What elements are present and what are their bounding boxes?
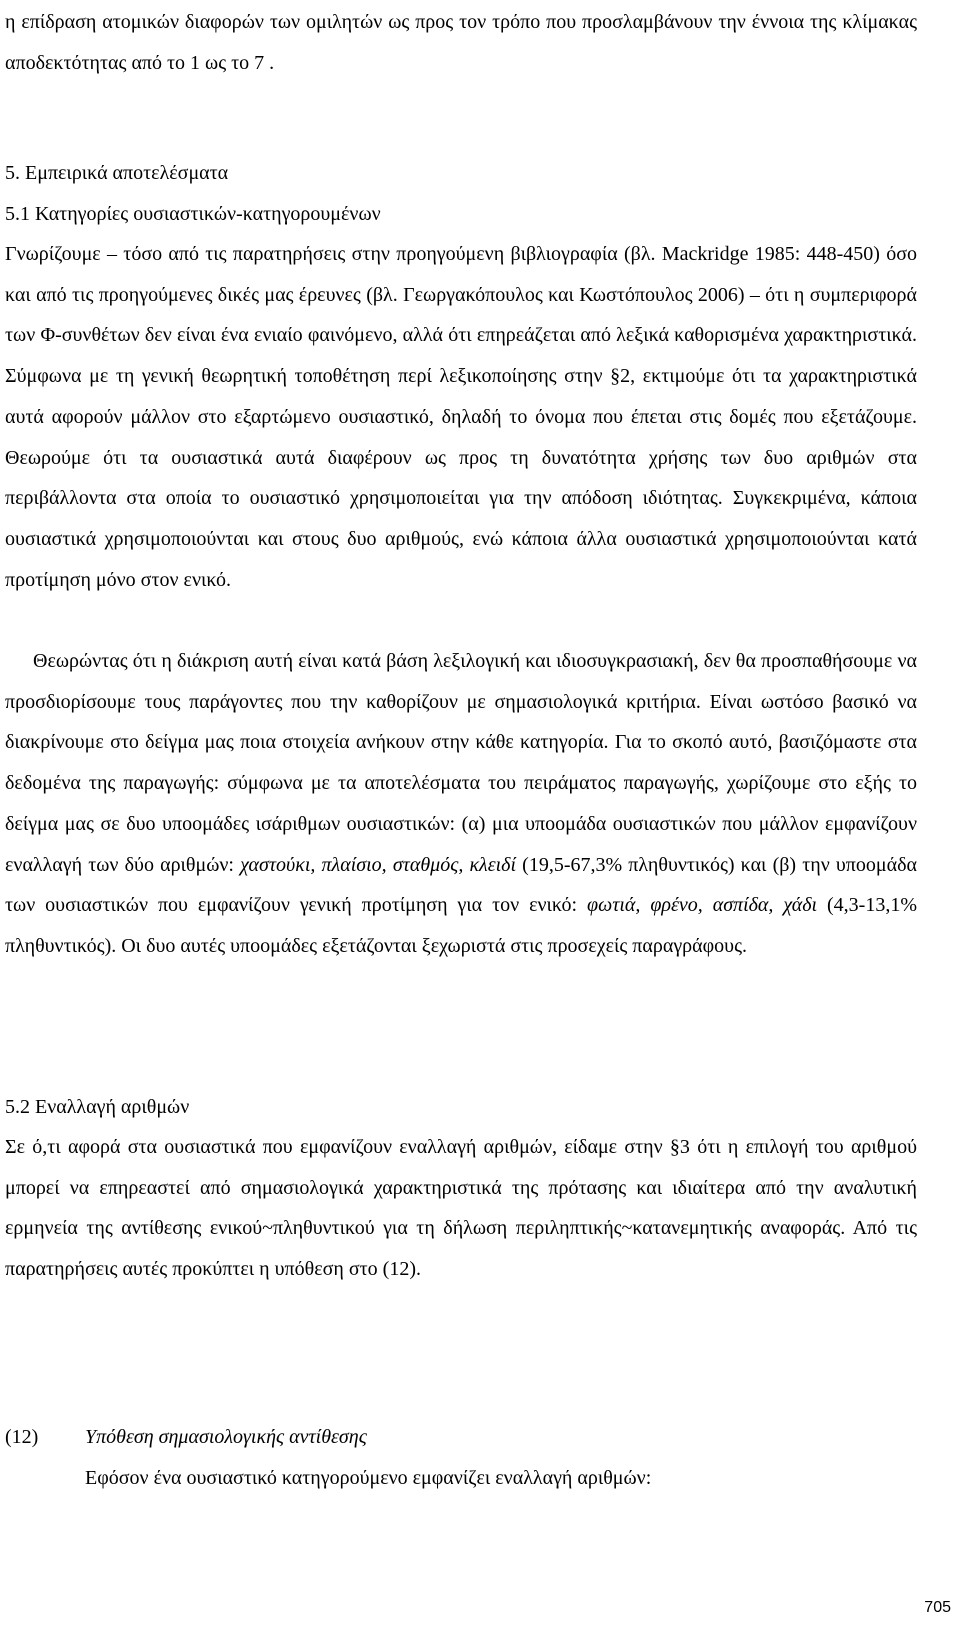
paragraph-2-italic-examples-2: φωτιά, φρένο, ασπίδα, χάδι [587, 894, 818, 917]
paragraph-2-italic-examples-1: χαστούκι, πλαίσιο, σταθμός, κλειδί [240, 853, 517, 876]
paragraph-2-text-c: (4,3-13,1% πληθυντικός). Οι δυο αυτές υποομάδες εξετάζονται ξεχωριστά στις προσεχείς παραγράφους. [5, 894, 917, 957]
intro-paragraph: η επίδραση ατομικών διαφορών των ομιλητών ως προς τον τρόπο που προσλαμβάνουν την έννοια της κλίμακας αποδεκτότητας από το 1 ως το 7 . [5, 11, 917, 74]
section-heading: 5. Εμπειρικά αποτελέσματα [5, 162, 229, 184]
subsection-heading-5-1: 5.1 Κατηγορίες ουσιαστικών-κατηγορουμένων [5, 203, 381, 225]
page-number: 705 [924, 1599, 951, 1616]
body-paragraph-3: Σε ό,τι αφορά στα ουσιαστικά που εμφανίζουν εναλλαγή αριθμών, είδαμε στην §3 ότι η επιλογή του αριθμού μπορεί να επηρεαστεί από σημασιολογικά χαρακτηριστικά της πρότασης και ιδιαίτερα από την αναλυτική ερμηνεία της αντίθεσης ενικού~πληθυντικού για τη δήλωση περιληπτικής~κατανεμητικής αναφοράς. Από τις παρατηρήσεις αυτές προκύπτει η υπόθεση στο (12). [5, 1136, 917, 1281]
body-paragraph-2 [5, 641, 917, 967]
example-number: (12) [5, 1426, 39, 1448]
body-paragraph-1: Γνωρίζουμε – τόσο από τις παρατηρήσεις στην προηγούμενη βιβλιογραφία (βλ. Mackridge 1985: 448-450) όσο και από τις προηγούμενες δικές μας έρευνες (βλ. Γεωργακόπουλος και Κωστόπουλος 2006) – ότι η συμπεριφορά των Φ-συνθέτων δεν είναι ένα ενιαίο φαινόμενο, αλλά ότι επηρεάζεται από λεξικά καθορισμένα χαρακτηριστικά. Σύμφωνα με τη γενική θεωρητική τοποθέτηση περί λεξικοποίησης στην §2, εκτιμούμε ότι τα χαρακτηριστικά αυτά αφορούν μάλλον στο εξαρτώμενο ουσιαστικό, δηλαδή το όνομα που έπεται στις δομές που εξετάζουμε. Θεωρούμε ότι τα ουσιαστικά αυτά διαφέρουν ως προς τη δυνατότητα χρήσης των δυο αριθμών στα περιβάλλοντα στα οποία το ουσιαστικό χρησιμοποιείται για την απόδοση ιδιότητας. Συγκεκριμένα, κάποια ουσιαστικά χρησιμοποιούνται και στους δυο αριθμούς, ενώ κάποια άλλα ουσιαστικά χρησιμοποιούνται κατά προτίμηση μόνο στον ενικό. [5, 243, 917, 591]
paragraph-2-text-b: (19,5-67,3% πληθυντικός) και (β) την υποομάδα των ουσιαστικών που εμφανίζουν γενική προτίμηση για τον ενικό: [5, 853, 917, 917]
subsection-heading-5-2: 5.2 Εναλλαγή αριθμών [5, 1096, 190, 1118]
example-title: Υπόθεση σημασιολογικής αντίθεσης [85, 1426, 367, 1448]
example-text: Εφόσον ένα ουσιαστικό κατηγορούμενο εμφανίζει εναλλαγή αριθμών: [85, 1467, 652, 1489]
paragraph-2-text-a: Θεωρώντας ότι η διάκριση αυτή είναι κατά βάση λεξιλογική και ιδιοσυγκρασιακή, δεν θα προσπαθήσουμε να προσδιορίσουμε τους παράγοντες που την καθορίζουν με σημασιολογικά κριτήρια. Είναι ωστόσο βασικό να διακρίνουμε στο δείγμα μας ποια στοιχεία ανήκουν στην κάθε κατηγορία. Για το σκοπό αυτό, βασιζόμαστε στα δεδομένα της παραγωγής: σύμφωνα με τα αποτελέσματα του πειράματος παραγωγής, χωρίζουμε στο εξής το δείγμα μας σε δυο υποομάδες ισάριθμων ουσιαστικών: (α) μια υποομάδα ουσιαστικών που μάλλον εμφανίζουν εναλλαγή των δύο αριθμών: [5, 650, 917, 876]
